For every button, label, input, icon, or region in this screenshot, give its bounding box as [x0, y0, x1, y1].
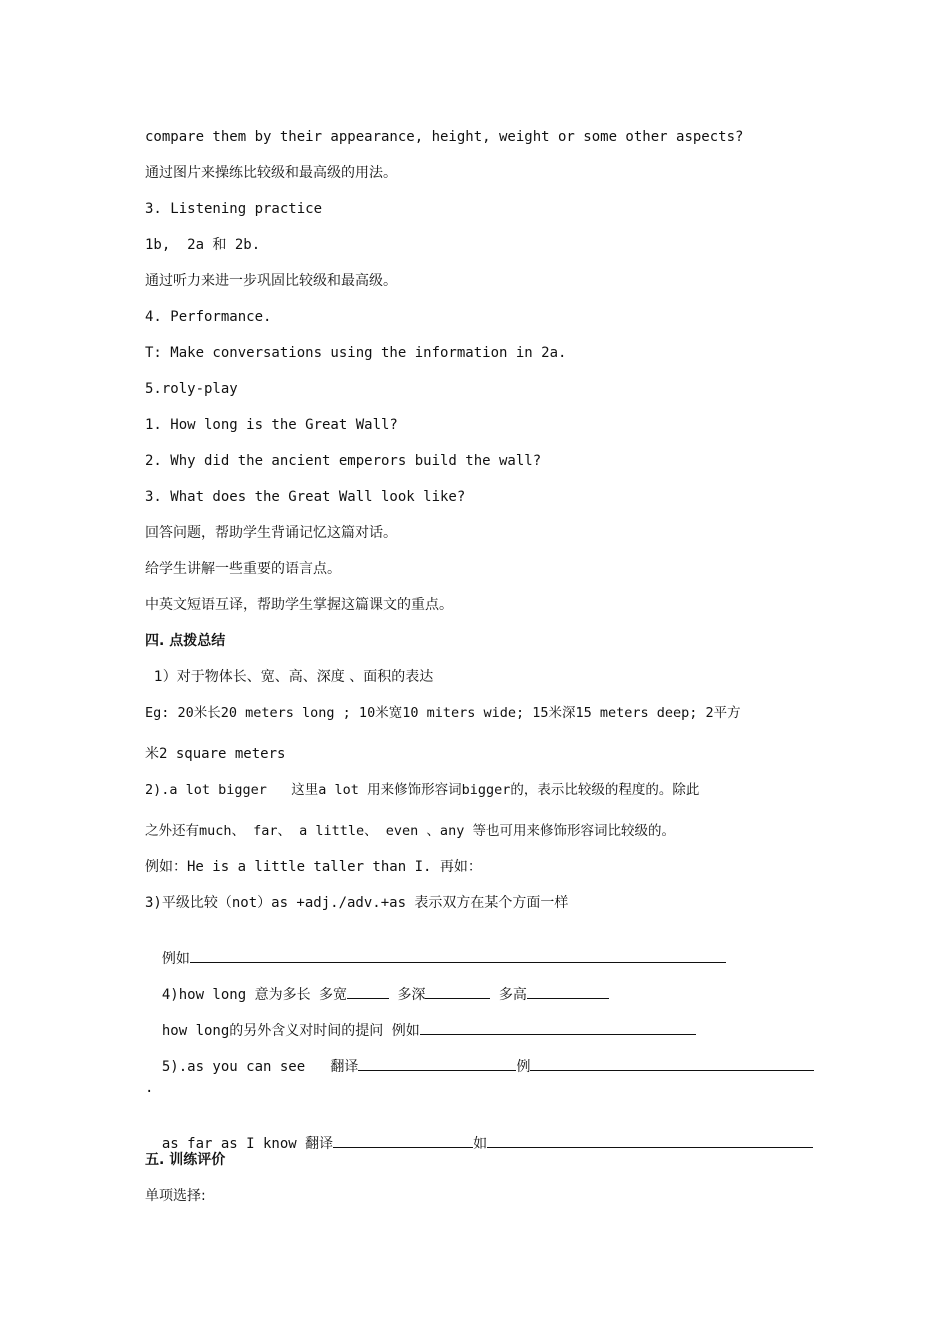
label: 例 [516, 1059, 531, 1075]
label: 多高 [490, 987, 527, 1003]
answer-blank[interactable] [420, 1020, 696, 1035]
text-line: . [145, 1080, 154, 1096]
section-heading: 五. 训练评价 [145, 1152, 226, 1168]
text-line: 5.roly-play [145, 381, 238, 397]
text-line: Eg: 20米长20 meters long ; 10米宽10 miters wide; 15米深15 meters deep; 2平方 [145, 705, 741, 721]
question-line: 1. How long is the Great Wall? [145, 417, 398, 433]
text-line: 例如：He is a little taller than I. 再如： [145, 859, 482, 875]
answer-blank[interactable] [530, 1056, 814, 1071]
fill-in-line [145, 930, 726, 968]
text-line: 单项选择: [145, 1188, 206, 1204]
text-line: compare them by their appearance, height, weight or some other aspects? [145, 129, 744, 145]
text-line: 之外还有much、 far、 a little、 even 、any 等也可用来修饰形容词比较级的。 [145, 823, 675, 839]
label: 多深 [389, 987, 426, 1003]
label: 5).as you can see 翻译 [161, 1059, 359, 1075]
answer-blank[interactable] [347, 984, 389, 999]
text-line: 通过图片来操练比较级和最高级的用法。 [145, 165, 397, 181]
answer-blank[interactable] [487, 1133, 813, 1148]
text-line: 3. Listening practice [145, 201, 323, 217]
label: as far as I know 翻译 [161, 1136, 334, 1152]
fill-in-line [145, 966, 609, 1004]
section-heading: 四. 点拨总结 [145, 633, 226, 649]
answer-blank[interactable] [425, 984, 490, 999]
question-line: 3. What does the Great Wall look like? [145, 489, 466, 505]
text-line: 给学生讲解一些重要的语言点。 [145, 561, 341, 577]
label: 如 [473, 1136, 488, 1152]
label: 4)how long 意为多长 多宽 [161, 987, 348, 1003]
text-line: 通过听力来进一步巩固比较级和最高级。 [145, 273, 397, 289]
answer-blank[interactable] [527, 984, 609, 999]
answer-blank[interactable] [190, 948, 726, 963]
fill-in-line [145, 1038, 814, 1076]
label: 例如 [161, 951, 190, 967]
question-line: 2. Why did the ancient emperors build the wall? [145, 453, 542, 469]
text-line: 4. Performance. [145, 309, 272, 325]
label: how long的另外含义对时间的提问 例如 [161, 1023, 420, 1039]
text-line: 2).a lot bigger 这里a lot 用来修饰形容词bigger的，表示比较级的程度的。除此 [145, 782, 700, 798]
answer-blank[interactable] [333, 1133, 473, 1148]
answer-blank[interactable] [358, 1056, 516, 1071]
text-line: T: Make conversations using the information in 2a. [145, 345, 567, 361]
text-line: 中英文短语互译，帮助学生掌握这篇课文的重点。 [145, 597, 453, 613]
text-line: 1b, 2a 和 2b. [145, 237, 261, 253]
fill-in-line [145, 1115, 813, 1153]
text-line: 3)平级比较（not）as +adj./adv.+as 表示双方在某个方面一样 [145, 895, 569, 911]
text-line: 回答问题，帮助学生背诵记忆这篇对话。 [145, 525, 397, 541]
text-line: 1）对于物体长、宽、高、深度 、面积的表达 [145, 669, 434, 685]
fill-in-line [145, 1002, 696, 1040]
text-line: 米2 square meters [145, 746, 286, 762]
